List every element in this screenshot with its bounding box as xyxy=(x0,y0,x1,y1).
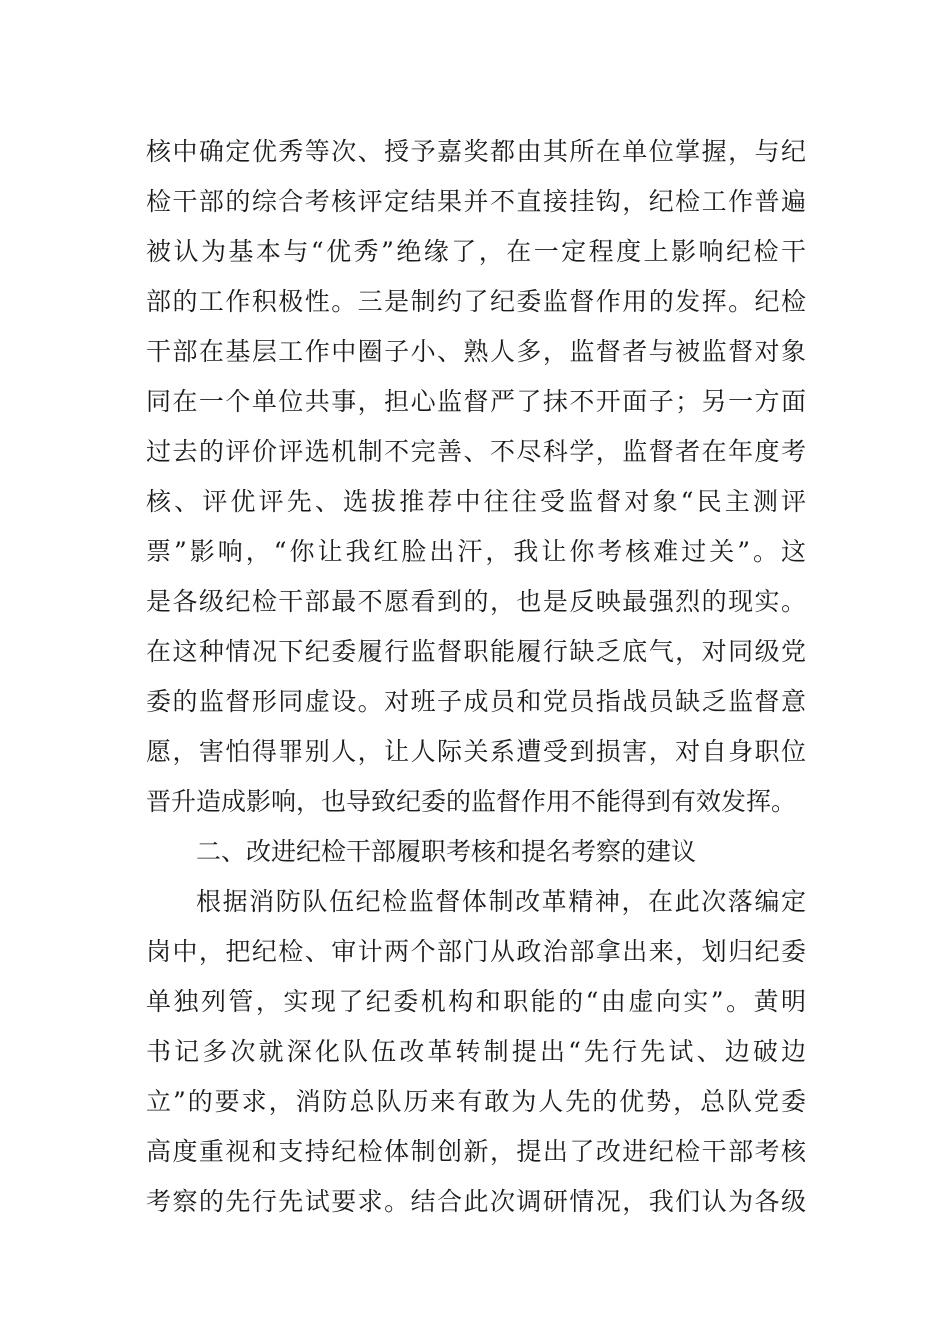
text-line: 愿，害怕得罪别人，让人际关系遭受到损害，对自身职位 xyxy=(146,737,806,766)
text-line: 部的工作积极性。三是制约了纪委监督作用的发挥。纪检 xyxy=(146,287,806,316)
text-line: 核中确定优秀等次、授予嘉奖都由其所在单位掌握，与纪 xyxy=(146,137,806,166)
text-line: 在这种情况下纪委履行监督职能履行缺乏底气，对同级党 xyxy=(146,637,806,666)
text-line: 检干部的综合考核评定结果并不直接挂钩，纪检工作普遍 xyxy=(146,187,806,216)
text-line: 被认为基本与“优秀”绝缘了，在一定程度上影响纪检干 xyxy=(146,237,806,266)
text-line: 核、评优评先、选拔推荐中往往受监督对象“民主测评 xyxy=(146,487,806,516)
text-line: 书记多次就深化队伍改革转制提出“先行先试、边破边 xyxy=(146,1037,806,1066)
text-line: 干部在基层工作中圈子小、熟人多，监督者与被监督对象 xyxy=(146,337,806,366)
text-line: 立”的要求，消防总队历来有敢为人先的优势，总队党委 xyxy=(146,1087,806,1116)
text-line: 单独列管，实现了纪委机构和职能的“由虚向实”。黄明 xyxy=(146,987,806,1016)
text-line: 高度重视和支持纪检体制创新，提出了改进纪检干部考核 xyxy=(146,1137,806,1166)
text-line: 过去的评价评选机制不完善、不尽科学，监督者在年度考 xyxy=(146,437,806,466)
text-line: 同在一个单位共事，担心监督严了抹不开面子；另一方面 xyxy=(146,387,806,416)
text-line: 考察的先行先试要求。结合此次调研情况，我们认为各级 xyxy=(146,1187,806,1216)
text-line: 岗中，把纪检、审计两个部门从政治部拿出来，划归纪委 xyxy=(146,937,806,966)
text-line: 晋升造成影响，也导致纪委的监督作用不能得到有效发挥。 xyxy=(146,787,797,816)
paragraph-first-line: 根据消防队伍纪检监督体制改革精神，在此次落编定 xyxy=(196,887,806,916)
text-line: 票”影响，“你让我红脸出汗，我让你考核难过关”。这 xyxy=(146,537,806,566)
text-line: 是各级纪检干部最不愿看到的，也是反映最强烈的现实。 xyxy=(146,587,806,616)
section-heading: 二、改进纪检干部履职考核和提名考察的建议 xyxy=(196,837,697,866)
text-line: 委的监督形同虚设。对班子成员和党员指战员缺乏监督意 xyxy=(146,687,806,716)
